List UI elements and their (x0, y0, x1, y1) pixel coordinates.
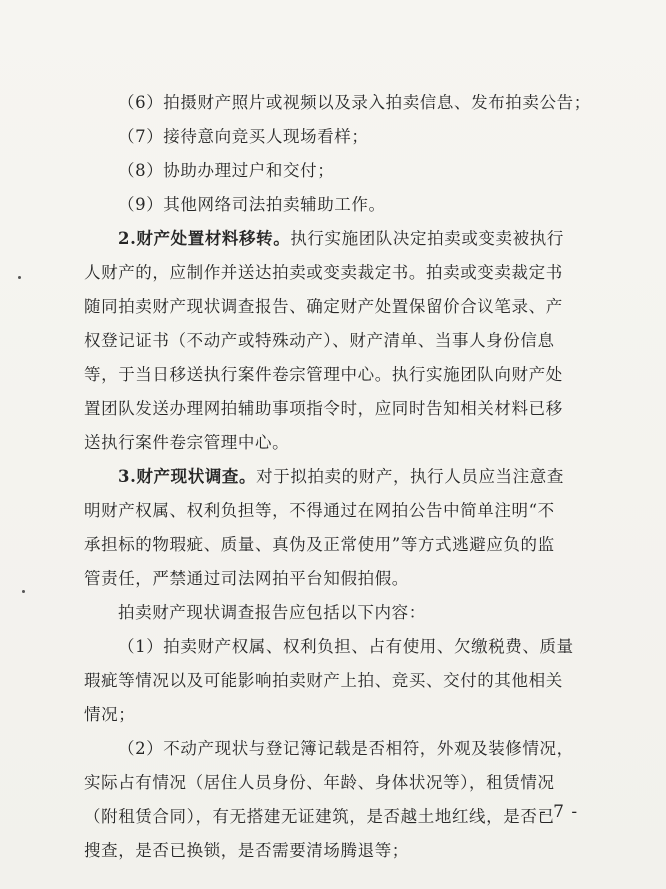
section-2-line: 随同拍卖财产现状调查报告、确定财产处置保留价合议笔录、产 (84, 297, 563, 316)
section-3-heading: 3.财产现状调查。 (118, 467, 257, 486)
section-2-text: 执行实施团队决定拍卖或变卖被执行 (290, 229, 564, 248)
section-3-line: 明财产权属、权利负担等，不得通过在网拍公告中简单注明“不 (84, 501, 555, 520)
document-body (84, 86, 604, 868)
section-2-heading: 2.财产处置材料移转。 (118, 229, 291, 248)
list-item-6: （6）拍摄财产照片或视频以及录入拍卖信息、发布拍卖公告； (118, 93, 591, 112)
section-3-line: 承担标的物瑕疵、质量、真伪及正常使用”等方式逃避应负的监 (84, 535, 555, 554)
report-item-2-line: （2）不动产现状与登记簿记载是否相符，外观及装修情况， (118, 739, 574, 758)
list-item-7: （7）接待意向竞买人现场看样； (118, 127, 369, 146)
report-item-1-line: （1）拍卖财产权属、权利负担、占有使用、欠缴税费、质量 (118, 637, 574, 656)
scan-speck (22, 590, 25, 593)
report-item-2-line: 实际占有情况（居住人员身份、年龄、身体状况等），租赁情况 (84, 773, 555, 792)
section-2-first-line (84, 222, 604, 256)
report-item-1-line: 情况； (84, 705, 136, 724)
section-2-line: 等，于当日移送执行案件卷宗管理中心。执行实施团队向财产处 (84, 365, 563, 384)
section-2-line: 权登记证书（不动产或特殊动产）、财产清单、当事人身份信息 (84, 331, 555, 350)
section-2-line: 送执行案件卷宗管理中心。 (84, 433, 290, 452)
page-number: - 7 - (540, 802, 579, 822)
section-2-line: 置团队发送办理网拍辅助事项指令时，应同时告知相关材料已移 (84, 399, 563, 418)
section-3-first-line (84, 460, 604, 494)
section-3-line: 管责任，严禁通过司法网拍平台知假拍假。 (84, 569, 409, 588)
section-2-line: 人财产的，应制作并送达拍卖或变卖裁定书。拍卖或变卖裁定书 (84, 263, 563, 282)
list-item-9: （9）其他网络司法拍卖辅助工作。 (118, 195, 386, 214)
scan-speck (18, 276, 21, 279)
report-item-1-line: 瑕疵等情况以及可能影响拍卖财产上拍、竞买、交付的其他相关 (84, 671, 563, 690)
report-item-2-line: （附租赁合同），有无搭建无证建筑，是否越土地红线，是否已 (84, 807, 555, 826)
report-item-2-line: 搜查，是否已换锁，是否需要清场腾退等； (84, 841, 409, 860)
section-3-text: 对于拟拍卖的财产，执行人员应当注意查 (256, 467, 564, 486)
report-intro: 拍卖财产现状调查报告应包括以下内容： (118, 603, 426, 622)
list-item-8: （8）协助办理过户和交付； (118, 161, 335, 180)
